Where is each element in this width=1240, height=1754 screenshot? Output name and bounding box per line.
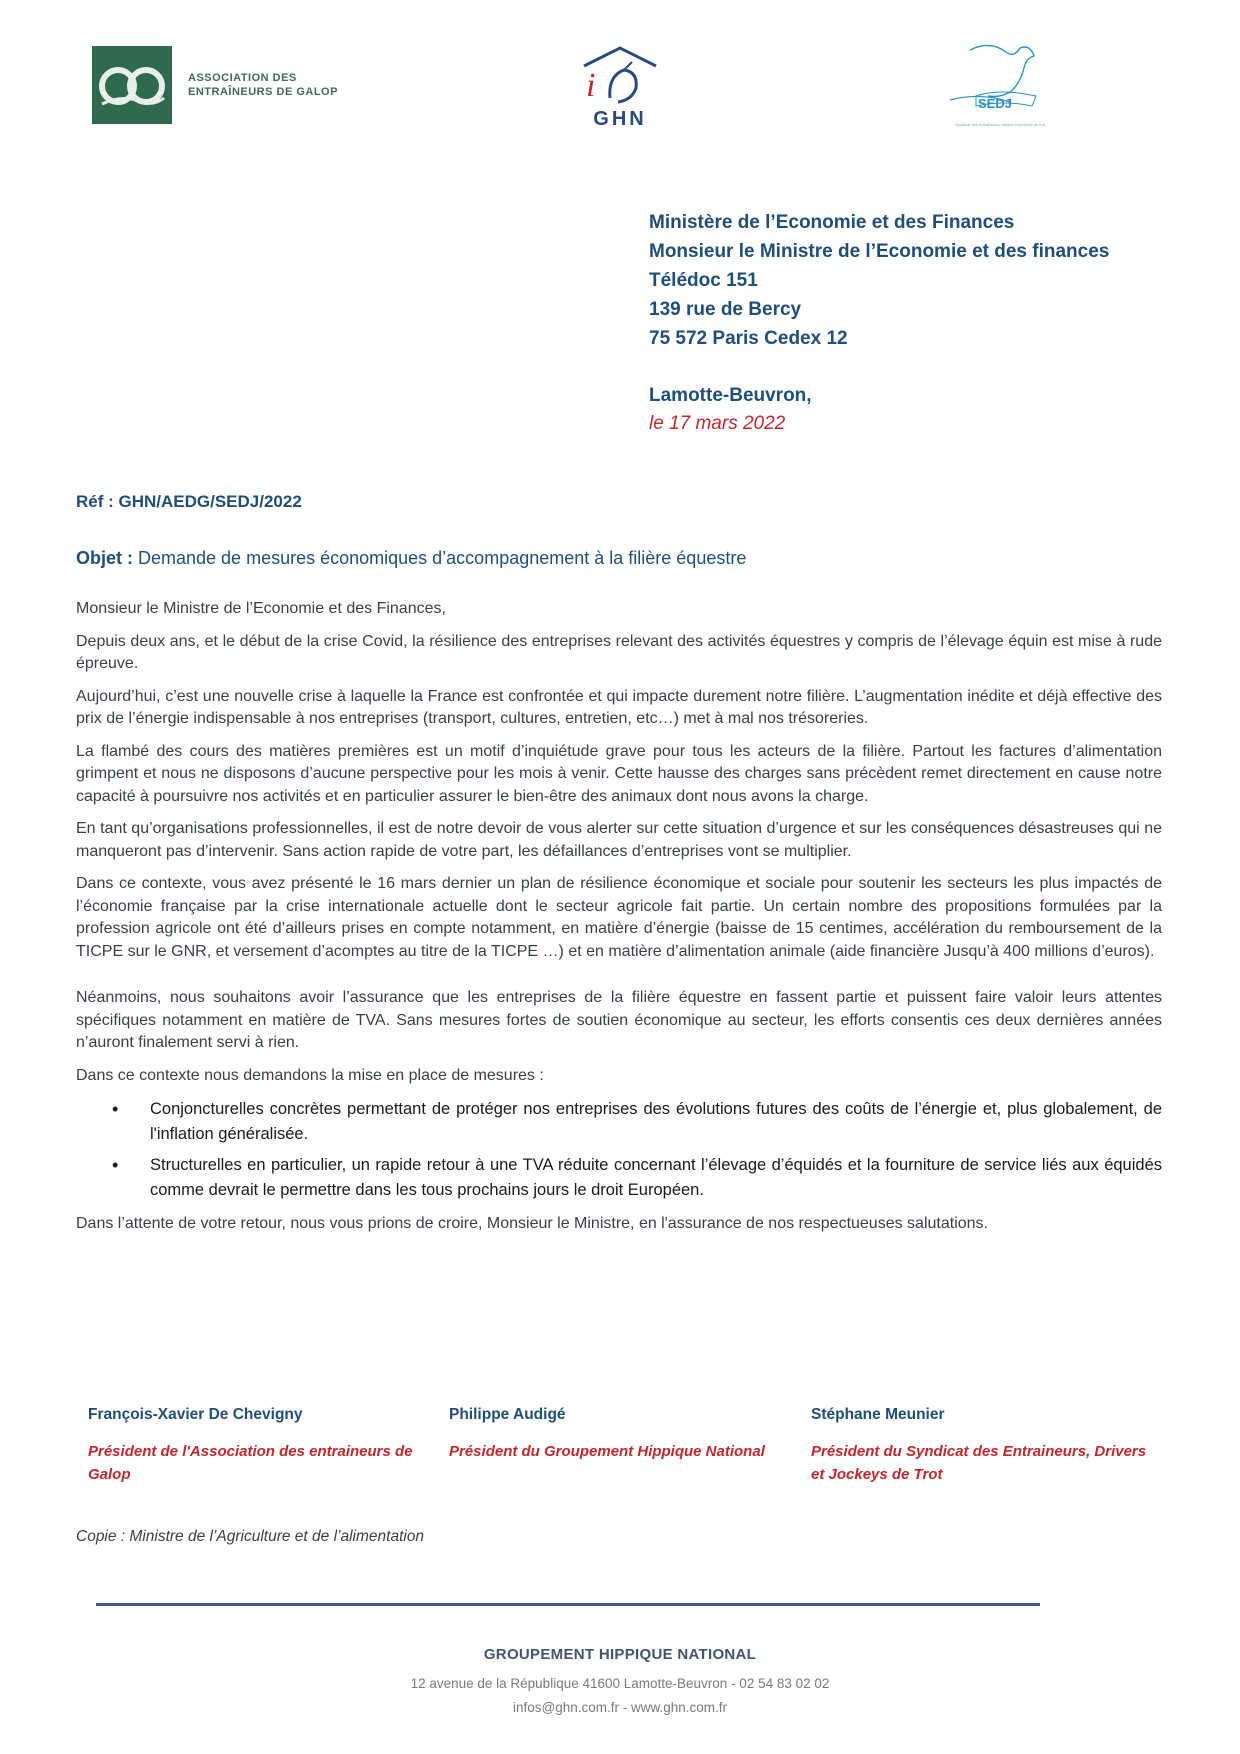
ghn-emblem-icon: [566, 44, 674, 108]
reference: Réf : GHN/AEDG/SEDJ/2022: [76, 492, 302, 511]
copy-note: Copie : Ministre de l’Agriculture et de l’alimentation: [76, 1528, 425, 1545]
object-label: Objet :: [76, 548, 133, 568]
signatory: [811, 1406, 1151, 1486]
paragraph: Aujourd’hui, c’est une nouvelle crise à laquelle la France est confrontée et qui impacte durement notre filière. L’augmentation inédite et déjà effective des prix de l’énergie indispensable à nos entreprises (transport, cultures, entretien, etc…) met à mal nos trésoreries.: [76, 687, 1162, 727]
list-item-text: Structurelles en particulier, un rapide retour à une TVA réduite concernant l’élevage d’équidés et la fourniture de service liés aux équidés comme devrait le permettre dans les tous prochains jours le droit Européen.: [150, 1156, 1162, 1199]
letter-object: [76, 548, 746, 569]
paragraph: En tant qu’organisations professionnelles, il est de notre devoir de vous alerter sur cette situation d’urgence et sur les conséquences désastreuses qui ne manqueront pas d’intervenir. Sans action rapide de votre part, les défaillances d’entreprises vont se multiplier.: [76, 820, 1162, 860]
recipient-line: Télédoc 151: [649, 270, 758, 291]
signatory-role: Président du Syndicat des Entraineurs, Drivers et Jockeys de Trot: [811, 1443, 1147, 1483]
bullet-icon: •: [112, 1155, 119, 1175]
ghn-word: GHN: [593, 108, 647, 130]
paragraph: Dans ce contexte, vous avez présenté le 16 mars dernier un plan de résilience économique et sociale pour soutenir les secteurs les plus impactés de l’économie française par la crise internationale actuelle dont le secteur agricole fait partie. Un certain nombre des propositions formulées par la profession agricole ont été d’ailleurs prises en compte notamment, en matière d’énergie (baisse de 15 centimes, accélération du remboursement de la TICPE sur le GNR, et versement d’acomptes au titre de la TICPE …) et en matière d’alimentation animale (aide financière Jusqu’à 400 millions d’euros).: [76, 875, 1162, 960]
sedj-logo: [940, 40, 1060, 140]
horse-icon: [92, 46, 172, 124]
paragraph: Dans ce contexte nous demandons la mise en place de mesures :: [76, 1066, 544, 1084]
aedg-line2: ENTRAÎNEURS DE GALOP: [188, 86, 338, 98]
aedg-logo: [92, 46, 392, 124]
place: Lamotte-Beuvron,: [649, 385, 812, 406]
svg-text:i: i: [586, 67, 596, 104]
list-item-text: Conjoncturelles concrètes permettant de protéger nos entreprises des évolutions futures des coûts de l’énergie et, plus globalement, de l'inflation généralisée.: [150, 1100, 1162, 1143]
salutation: Monsieur le Ministre de l’Economie et des Finances,: [76, 600, 446, 617]
signatory: [449, 1406, 789, 1463]
footer-org: GROUPEMENT HIPPIQUE NATIONAL: [483, 1646, 757, 1663]
footer-address: 12 avenue de la République 41600 Lamotte-Beuvron - 02 54 83 02 02: [410, 1676, 830, 1691]
signatory: [88, 1406, 428, 1486]
recipient-line: 139 rue de Bercy: [649, 299, 802, 320]
letter-body: [76, 598, 1162, 1246]
measures-list: [76, 1097, 1162, 1203]
recipient-address: [649, 208, 1109, 353]
bullet-icon: •: [112, 1099, 119, 1119]
object-text: Demande de mesures économiques d’accompagnement à la filière équestre: [133, 548, 747, 568]
sedj-tagline: Syndicat des entraîneurs, drivers et jockeys de trot: [955, 122, 1045, 127]
list-item: [112, 1097, 1162, 1147]
ghn-logo: [566, 44, 674, 134]
recipient-line: 75 572 Paris Cedex 12: [649, 328, 848, 349]
signatory-name: François-Xavier De Chevigny: [88, 1406, 303, 1423]
signatory-role: Président du Groupement Hippique National: [449, 1443, 765, 1460]
letter-date: le 17 mars 2022: [649, 413, 786, 434]
closing: Dans l’attente de votre retour, nous vous prions de croire, Monsieur le Ministre, en l'assurance de nos respectueuses salutations.: [76, 1215, 988, 1232]
list-item: [112, 1153, 1162, 1203]
recipient-line: Ministère de l’Economie et des Finances: [649, 212, 1015, 233]
footer-divider: [96, 1603, 1040, 1606]
recipient-line: Monsieur le Ministre de l’Economie et des finances: [649, 241, 1110, 262]
paragraph: Depuis deux ans, et le début de la crise Covid, la résilience des entreprises relevant des activités équestres y compris de l’élevage équin est mise à rude épreuve.: [76, 632, 1162, 672]
paragraph: Néanmoins, nous souhaitons avoir l’assurance que les entreprises de la filière équestre en fassent partie et puissent faire valoir leurs attentes spécifiques notamment en matière de TVA. Sans mesures fortes de soutien économique au secteur, les efforts consentis ces deux dernières années n’auront finalement servi à rien.: [76, 989, 1162, 1051]
signatory-role: Président de l'Association des entraineurs de Galop: [88, 1443, 413, 1483]
paragraph: La flambé des cours des matières premières est un motif d’inquiétude grave pour tous les acteurs de la filière. Partout les factures d’alimentation grimpent et nous ne disposons d’aucune perspective pour les mois à venir. Cette hausse des charges sans précèdent remet directement en cause notre capacité à poursuivre nos activités et en particulier assurer le bien-être des animaux dont nous avons la charge.: [76, 742, 1162, 805]
sedj-word: SEDJ: [978, 96, 1012, 111]
signatory-name: Stéphane Meunier: [811, 1406, 945, 1423]
signatory-name: Philippe Audigé: [449, 1406, 566, 1423]
footer-contact: infos@ghn.com.fr - www.ghn.com.fr: [512, 1700, 728, 1715]
aedg-line1: ASSOCIATION DES: [188, 72, 297, 84]
aedg-emblem: [92, 46, 172, 124]
